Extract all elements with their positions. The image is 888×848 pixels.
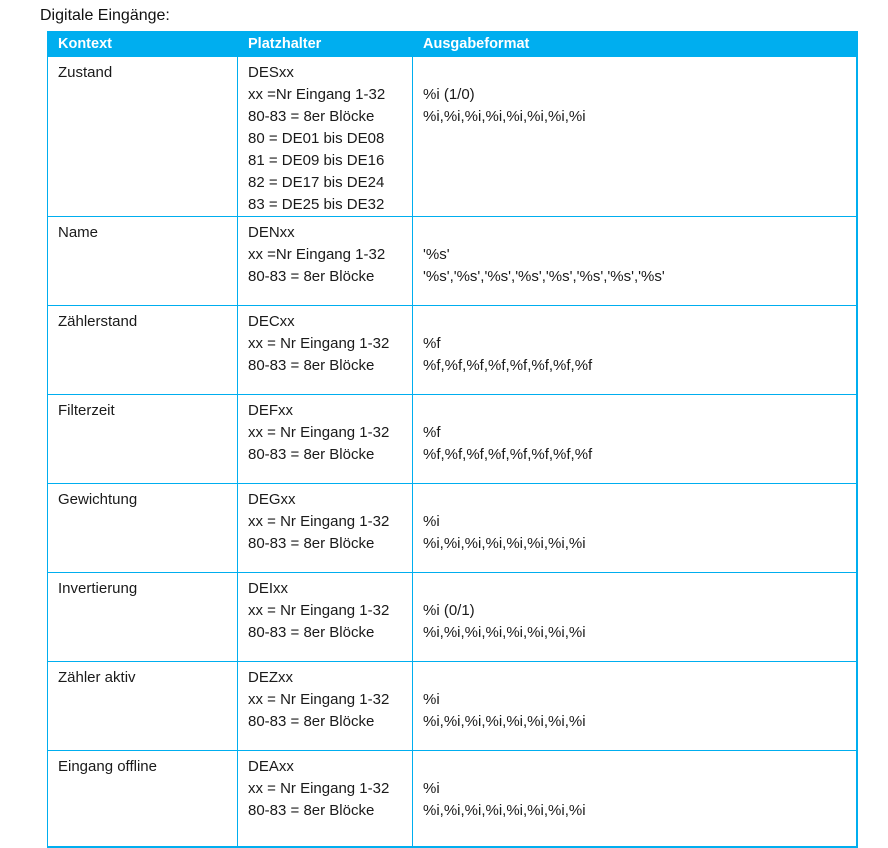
kontext-cell [48,573,238,661]
kontext-cell [48,662,238,750]
cell-line: %f,%f,%f,%f,%f,%f,%f,%f [423,357,593,374]
cell-line: %f [423,335,441,352]
cell-line: Zustand [58,64,113,81]
cell-line: %i,%i,%i,%i,%i,%i,%i,%i [423,108,586,125]
cell-line [423,578,848,600]
cell-line [423,756,848,778]
header-platzhalter: Platzhalter [248,36,322,52]
page-title: Digitale Eingänge: [40,7,170,24]
cell-line: %i,%i,%i,%i,%i,%i,%i,%i [423,535,586,552]
cell-line [423,400,848,422]
cell-line: 80-83 = 8er Blöcke [248,108,375,125]
kontext-cell [48,484,238,572]
cell-line: '%s','%s','%s','%s','%s','%s','%s','%s' [423,268,665,285]
cell-line: xx =Nr Eingang 1-32 [248,86,386,103]
cell-line: DEIxx [248,580,289,597]
table-row [48,395,856,484]
cell-line: %i [423,691,440,708]
cell-line: %i,%i,%i,%i,%i,%i,%i,%i [423,713,586,730]
cell-line [423,489,848,511]
platzhalter-cell [238,484,413,572]
header-ausgabeformat: Ausgabeformat [423,36,530,52]
cell-line: 80-83 = 8er Blöcke [248,446,375,463]
cell-line: DEGxx [248,491,296,508]
cell-line: xx = Nr Eingang 1-32 [248,335,390,352]
cell-line [423,222,848,244]
kontext-cell [48,217,238,305]
cell-line: 80-83 = 8er Blöcke [248,535,375,552]
cell-line: DEZxx [248,669,293,686]
cell-line: 80 = DE01 bis DE08 [248,130,385,147]
table-row [48,662,856,751]
cell-line: Name [58,224,99,241]
platzhalter-cell [238,217,413,305]
cell-line: %i [423,780,440,797]
platzhalter-cell [238,395,413,483]
cell-line: %f,%f,%f,%f,%f,%f,%f,%f [423,446,593,463]
cell-line: 80-83 = 8er Blöcke [248,268,375,285]
ausgabeformat-cell [413,662,856,750]
ausgabeformat-cell [413,573,856,661]
cell-line: DEFxx [248,402,293,419]
ausgabeformat-cell [413,217,856,305]
cell-line: xx = Nr Eingang 1-32 [248,691,390,708]
cell-line: %i,%i,%i,%i,%i,%i,%i,%i [423,624,586,641]
platzhalter-cell [238,57,413,216]
cell-line: 80-83 = 8er Blöcke [248,713,375,730]
table-row [48,484,856,573]
cell-line [423,311,848,333]
digital-inputs-table [47,31,858,848]
cell-line: 80-83 = 8er Blöcke [248,624,375,641]
cell-line: Filterzeit [58,402,115,419]
cell-line: Zählerstand [58,313,138,330]
table-header-row [48,31,856,57]
cell-line: DECxx [248,313,295,330]
kontext-cell [48,395,238,483]
cell-line: 80-83 = 8er Blöcke [248,357,375,374]
platzhalter-cell [238,573,413,661]
cell-line [423,667,848,689]
table-row [48,217,856,306]
document-page [0,5,888,848]
table-row [48,57,856,217]
cell-line: %i,%i,%i,%i,%i,%i,%i,%i [423,802,586,819]
cell-line: 82 = DE17 bis DE24 [248,174,385,191]
cell-line: DENxx [248,224,295,241]
cell-line: '%s' [423,246,450,263]
cell-line: DESxx [248,64,294,81]
cell-line: xx = Nr Eingang 1-32 [248,513,390,530]
kontext-cell [48,751,238,846]
platzhalter-cell [238,306,413,394]
ausgabeformat-cell [413,751,856,846]
table-row [48,306,856,395]
cell-line: %i (1/0) [423,86,475,103]
platzhalter-cell [238,662,413,750]
header-kontext: Kontext [58,36,112,52]
cell-line: xx = Nr Eingang 1-32 [248,602,390,619]
ausgabeformat-cell [413,57,856,216]
cell-line: Eingang offline [58,758,157,775]
cell-line: 83 = DE25 bis DE32 [248,196,385,213]
ausgabeformat-cell [413,484,856,572]
cell-line: DEAxx [248,758,294,775]
cell-line: %f [423,424,441,441]
cell-line: xx =Nr Eingang 1-32 [248,246,386,263]
cell-line: Zähler aktiv [58,669,136,686]
cell-line: %i (0/1) [423,602,475,619]
kontext-cell [48,57,238,216]
cell-line: xx = Nr Eingang 1-32 [248,424,390,441]
cell-line: xx = Nr Eingang 1-32 [248,780,390,797]
kontext-cell [48,306,238,394]
ausgabeformat-cell [413,306,856,394]
table-body [48,57,856,846]
cell-line [423,62,848,84]
cell-line: 81 = DE09 bis DE16 [248,152,385,169]
cell-line: %i [423,513,440,530]
cell-line: Gewichtung [58,491,138,508]
cell-line: Invertierung [58,580,138,597]
table-row [48,751,856,846]
platzhalter-cell [238,751,413,846]
ausgabeformat-cell [413,395,856,483]
cell-line: 80-83 = 8er Blöcke [248,802,375,819]
table-row [48,573,856,662]
